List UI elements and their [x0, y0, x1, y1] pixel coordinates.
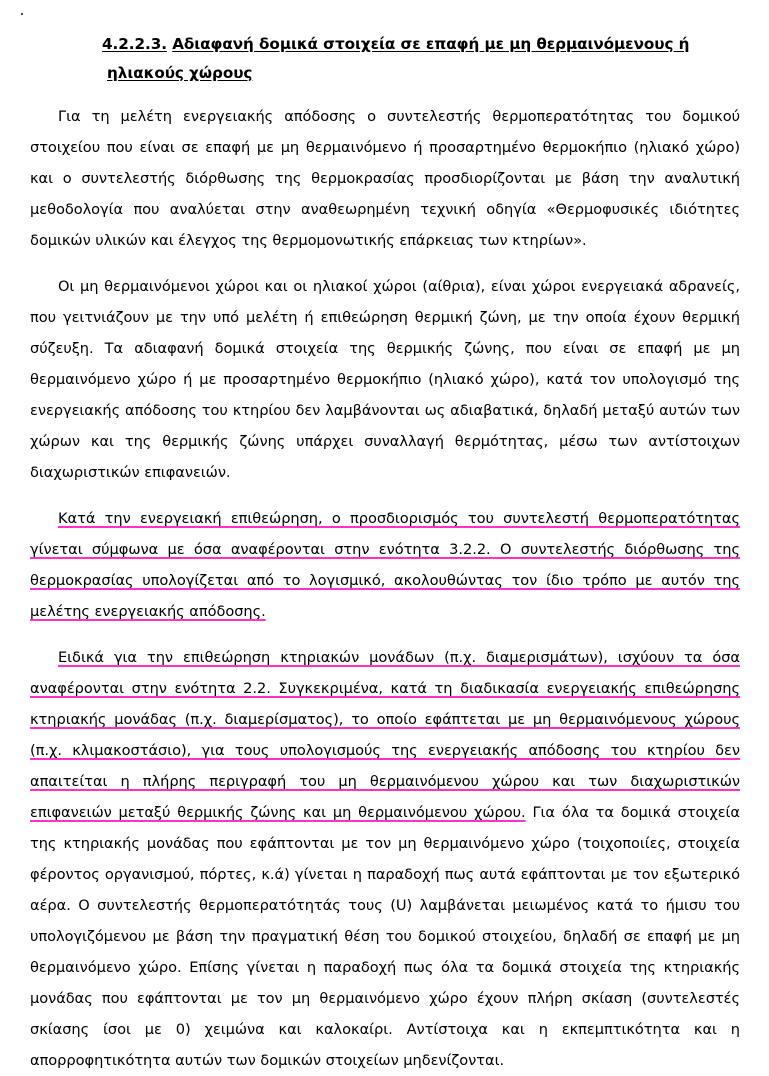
revision-text-paragraph-4: Ειδικά για την επιθεώρηση κτηριακών μονάδων (π.χ. διαμερισμάτων), ισχύουν τα όσα αναφέρονται στην ενότητα 2.2. Συγκεκριμένα, κατά τη διαδικασία ενεργειακής επιθεώρησης κτηριακής μονάδας (π.χ. διαμερίσματος), το οποίο εφάπτεται με μη θερμαινόμενους χώρους (π.χ. κλιμακοστάσιο), για τους υπολογισμούς της ενεργειακής απόδοσης του κτηρίου δεν απαιτείται η πλήρης περιγραφή του μη θερμαινόμενου χώρου και των διαχωριστικών επιφανειών μεταξύ θερμικής ζώνης και μη θερμαινόμενου χώρου. — [30, 649, 740, 821]
paragraph-4-plain-text: Για όλα τα δομικά στοιχεία της κτηριακής μονάδας που εφάπτονται με τον μη θερμαινόμενο χώρο (τοιχοποιίες, στοιχεία φέροντος οργανισμού, πόρτες, κ.ά) γίνεται η παραδοχή πως αυτά εφάπτονται με τον εξωτερικό αέρα. Ο συντελεστής θερμοπερατότητάς τους (U) λαμβάνεται μειωμένος κατά το ήμισυ του υπολογιζόμενου με βάση την πραγματική θέση του δομικού στοιχείου, δηλαδή σε επαφή με μη θερμαινόμενο χώρο. Επίσης γίνεται η παραδοχή πως όλα τα δομικά στοιχεία της κτηριακής μονάδας που εφάπτονται με τον μη θερμαινόμενο χώρο έχουν πλήρη σκίαση (συντελεστές σκίασης ίσοι με 0) χειμώνα και καλοκαίρι. Αντίστοιχα και η εκπεμπτικότητα και η απορροφητικότητα αυτών των δομικών στοιχείων μηδενίζονται. — [30, 804, 750, 1069]
paragraph-3 — [30, 503, 740, 627]
section-title: Αδιαφανή δομικά στοιχεία σε επαφή με μη θερμαινόμενους ή ηλιακούς χώρους — [107, 35, 690, 82]
section-number: 4.2.2.3. — [102, 35, 167, 53]
paragraph-1: Για τη μελέτη ενεργειακής απόδοσης ο συντελεστής θερμοπερατότητας του δομικού στοιχείου που είναι σε επαφή με μη θερμαινόμενο ή προσαρτημένο θερμοκήπιο (ηλιακό χώρο) και ο συντελεστής διόρθωσης της θερμοκρασίας προσδιορίζονται με βάση την αναλυτική μεθοδολογία που αναλύεται στην αναθεωρημένη τεχνική οδηγία «Θερμοφυσικές ιδιότητες δομικών υλικών και έλεγχος της θερμομονωτικής επάρκειας των κτηρίων». — [30, 108, 740, 249]
paragraph-4 — [30, 642, 750, 1076]
section-heading — [30, 0, 740, 88]
revision-text-paragraph-3: Κατά την ενεργειακή επιθεώρηση, ο προσδιορισμός του συντελεστή θερμοπερατότητας γίνεται σύμφωνα με όσα αναφέρονται στην ενότητα 3.2.2. Ο συντελεστής διόρθωσης της θερμοκρασίας υπολογίζεται από το λογισμικό, ακολουθώντας τον ίδιο τρόπο με αυτόν της μελέτης ενεργειακής απόδοσης. — [30, 510, 740, 620]
paragraph-2: Οι μη θερμαινόμενοι χώροι και οι ηλιακοί χώροι (αίθρια), είναι χώροι ενεργειακά αδρανείς, που γειτνιάζουν με την υπό μελέτη ή επιθεώρηση θερμική ζώνη, με την οποία έχουν θερμική σύζευξη. Τα αδιαφανή δομικά στοιχεία της θερμικής ζώνης, που είναι σε επαφή με μη θερμαινόμενο χώρο ή με προσαρτημένο θερμοκήπιο (ηλιακό χώρο), κατά τον υπολογισμό της ενεργειακής απόδοσης του κτηρίου δεν λαμβάνονται ως αδιαβατικά, δηλαδή μεταξύ αυτών των χώρων και της θερμικής ζώνης υπάρχει συναλλαγή θερμότητας, μέσω των αντίστοιχων διαχωριστικών επιφανειών. — [30, 278, 740, 481]
scan-speck-artifact — [21, 13, 23, 15]
